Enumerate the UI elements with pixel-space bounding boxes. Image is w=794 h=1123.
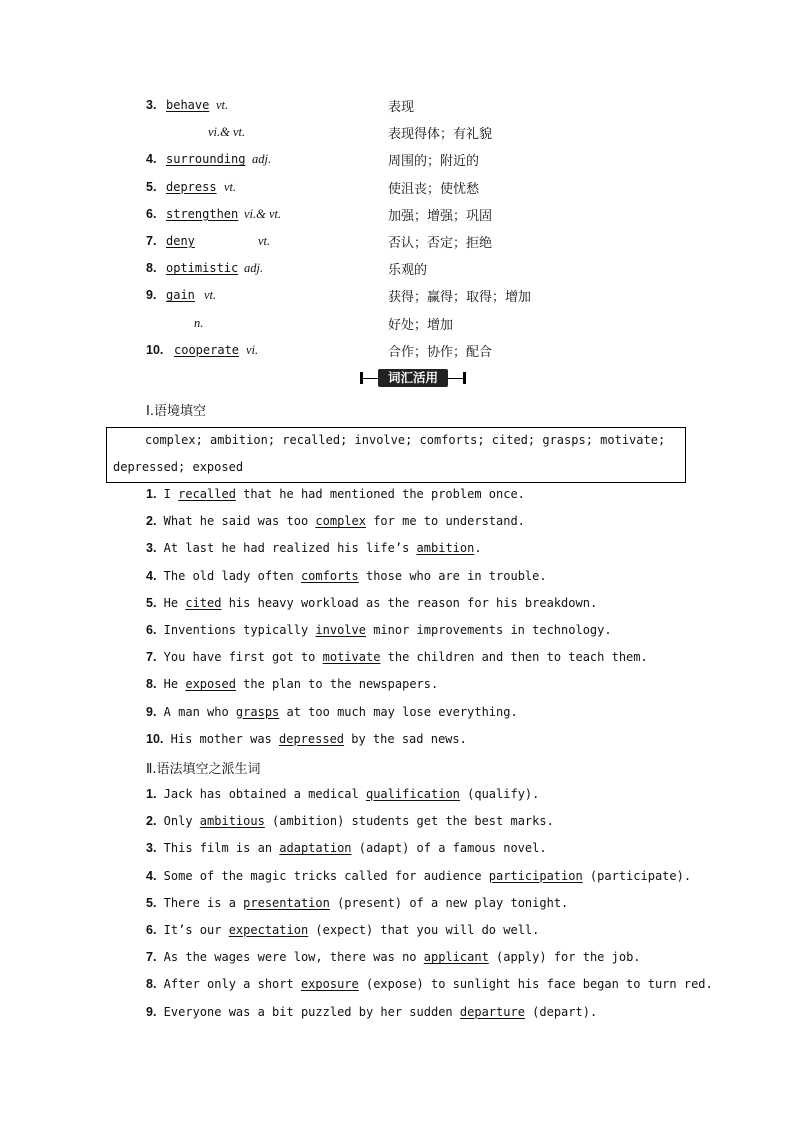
vocab-meaning: 乐观的	[388, 263, 428, 279]
vocab-pos: vi.& vt.	[244, 206, 282, 221]
exercise-item: 1. Jack has obtained a medical qualification (qualify).	[146, 787, 540, 801]
vocab-meaning: 否认；否定；拒绝	[388, 235, 493, 251]
answer-blank: exposure	[300, 977, 359, 992]
vocab-row	[146, 232, 706, 259]
vocab-row	[146, 123, 706, 150]
vocab-meaning: 使沮丧；使忧愁	[388, 181, 480, 197]
vocab-row	[146, 178, 706, 205]
exercise-item: 10. His mother was depressed by the sad news.	[146, 731, 467, 746]
part1-exercises	[146, 487, 706, 759]
header-rule-cap	[360, 372, 363, 384]
part2-title: Ⅱ.语法填空之派生词	[146, 762, 261, 777]
vocab-word: cooperate	[174, 342, 240, 357]
vocab-number: 9.	[146, 288, 157, 303]
vocab-pos: adj.	[252, 152, 272, 167]
exercise-item: 3. At last he had realized his life’s ambition.	[146, 541, 482, 556]
exercise-item: 6. It’s our expectation (expect) that you will do well.	[146, 922, 540, 937]
answer-blank: applicant	[423, 950, 489, 965]
vocab-number: 10.	[146, 342, 164, 357]
vocab-word: deny	[166, 233, 195, 248]
exercise-item: 4. Some of the magic tricks called for audience participation (participate).	[146, 868, 692, 883]
vocab-meaning: 加强；增强；巩固	[388, 208, 493, 224]
answer-blank: recalled	[178, 487, 236, 501]
header-rule-cap	[463, 372, 466, 384]
vocab-word: strengthen	[166, 206, 239, 221]
vocab-row	[146, 314, 706, 341]
vocab-pos: vt.	[224, 179, 237, 194]
answer-blank: complex	[315, 514, 366, 529]
vocab-pos: vt.	[204, 288, 217, 303]
exercise-item: 4. The old lady often comforts those who are in trouble.	[146, 568, 547, 583]
exercise-item: 6. Inventions typically involve minor improvements in technology.	[146, 622, 612, 637]
vocab-word: optimistic	[166, 261, 239, 276]
vocabulary-list	[146, 96, 706, 368]
word-bank-box	[106, 427, 686, 483]
section-badge: 词汇活用	[378, 369, 448, 387]
vocab-number: 5.	[146, 179, 157, 194]
exercise-item: 3. This film is an adaptation (adapt) of a famous novel.	[146, 841, 547, 856]
vocab-word: depress	[166, 179, 217, 194]
vocab-row	[146, 205, 706, 232]
vocab-pos: n.	[194, 315, 204, 330]
vocab-row	[146, 259, 706, 286]
vocab-meaning: 表现得体；有礼貌	[388, 127, 493, 143]
answer-blank: comforts	[300, 568, 359, 583]
answer-blank: qualification	[365, 787, 460, 801]
answer-blank: departure	[459, 1004, 525, 1019]
vocab-pos: vt.	[216, 98, 229, 112]
exercise-item: 9. Everyone was a bit puzzled by her sudden departure (depart).	[146, 1004, 598, 1019]
answer-blank: motivate	[322, 650, 381, 665]
exercise-item: 5. He cited his heavy workload as the reason for his breakdown.	[146, 595, 598, 610]
exercise-item: 8. After only a short exposure (expose) to sunlight his face began to turn red.	[146, 977, 713, 992]
answer-blank: depressed	[279, 731, 345, 746]
answer-blank: involve	[315, 622, 366, 637]
vocab-pos: adj.	[244, 261, 264, 276]
vocab-row	[146, 286, 706, 313]
answer-blank: ambitious	[199, 814, 265, 829]
vocab-meaning: 周围的；附近的	[388, 154, 480, 170]
word-bank-line: depressed; exposed	[113, 460, 244, 474]
vocab-row	[146, 150, 706, 177]
answer-blank: ambition	[416, 541, 475, 556]
vocab-row	[146, 96, 706, 123]
section-header	[360, 369, 466, 387]
vocab-number: 7.	[146, 233, 157, 248]
answer-blank: expectation	[228, 922, 309, 937]
vocab-meaning: 好处；增加	[388, 317, 454, 333]
vocab-pos: vi.& vt.	[208, 125, 246, 140]
answer-blank: presentation	[243, 895, 330, 910]
vocab-word: behave	[166, 98, 210, 112]
answer-blank: exposed	[185, 677, 236, 692]
vocab-number: 4.	[146, 152, 157, 167]
exercise-item: 8. He exposed the plan to the newspapers.	[146, 677, 439, 692]
answer-blank: participation	[488, 868, 583, 883]
vocab-word: gain	[166, 288, 195, 303]
vocab-number: 3.	[146, 98, 157, 112]
part1-title: Ⅰ.语境填空	[146, 404, 206, 419]
vocab-meaning: 获得；赢得；取得；增加	[388, 290, 532, 306]
vocab-meaning: 合作；协作；配合	[388, 344, 493, 360]
answer-blank: grasps	[235, 704, 280, 719]
exercise-item: 2. What he said was too complex for me to understand.	[146, 514, 525, 529]
vocab-meaning: 表现	[388, 100, 415, 115]
word-bank-line: complex; ambition; recalled; involve; comforts; cited; grasps; motivate;	[145, 433, 666, 447]
exercise-item: 2. Only ambitious (ambition) students get the best marks.	[146, 814, 554, 829]
vocab-number: 6.	[146, 206, 157, 221]
exercise-item: 7. As the wages were low, there was no applicant (apply) for the job.	[146, 950, 641, 965]
answer-blank: cited	[185, 595, 222, 610]
vocab-pos: vi.	[246, 342, 259, 357]
part2-exercises	[146, 787, 713, 1032]
exercise-item: 9. A man who grasps at too much may lose everything.	[146, 704, 518, 719]
vocab-pos: vt.	[258, 233, 271, 248]
exercise-item: 7. You have first got to motivate the children and then to teach them.	[146, 650, 648, 665]
exercise-item: 1. I recalled that he had mentioned the problem once.	[146, 487, 525, 501]
answer-blank: adaptation	[279, 841, 352, 856]
vocab-number: 8.	[146, 261, 157, 276]
exercise-item: 5. There is a presentation (present) of a new play tonight.	[146, 895, 569, 910]
vocab-word: surrounding	[166, 152, 246, 167]
vocab-row	[146, 341, 706, 368]
